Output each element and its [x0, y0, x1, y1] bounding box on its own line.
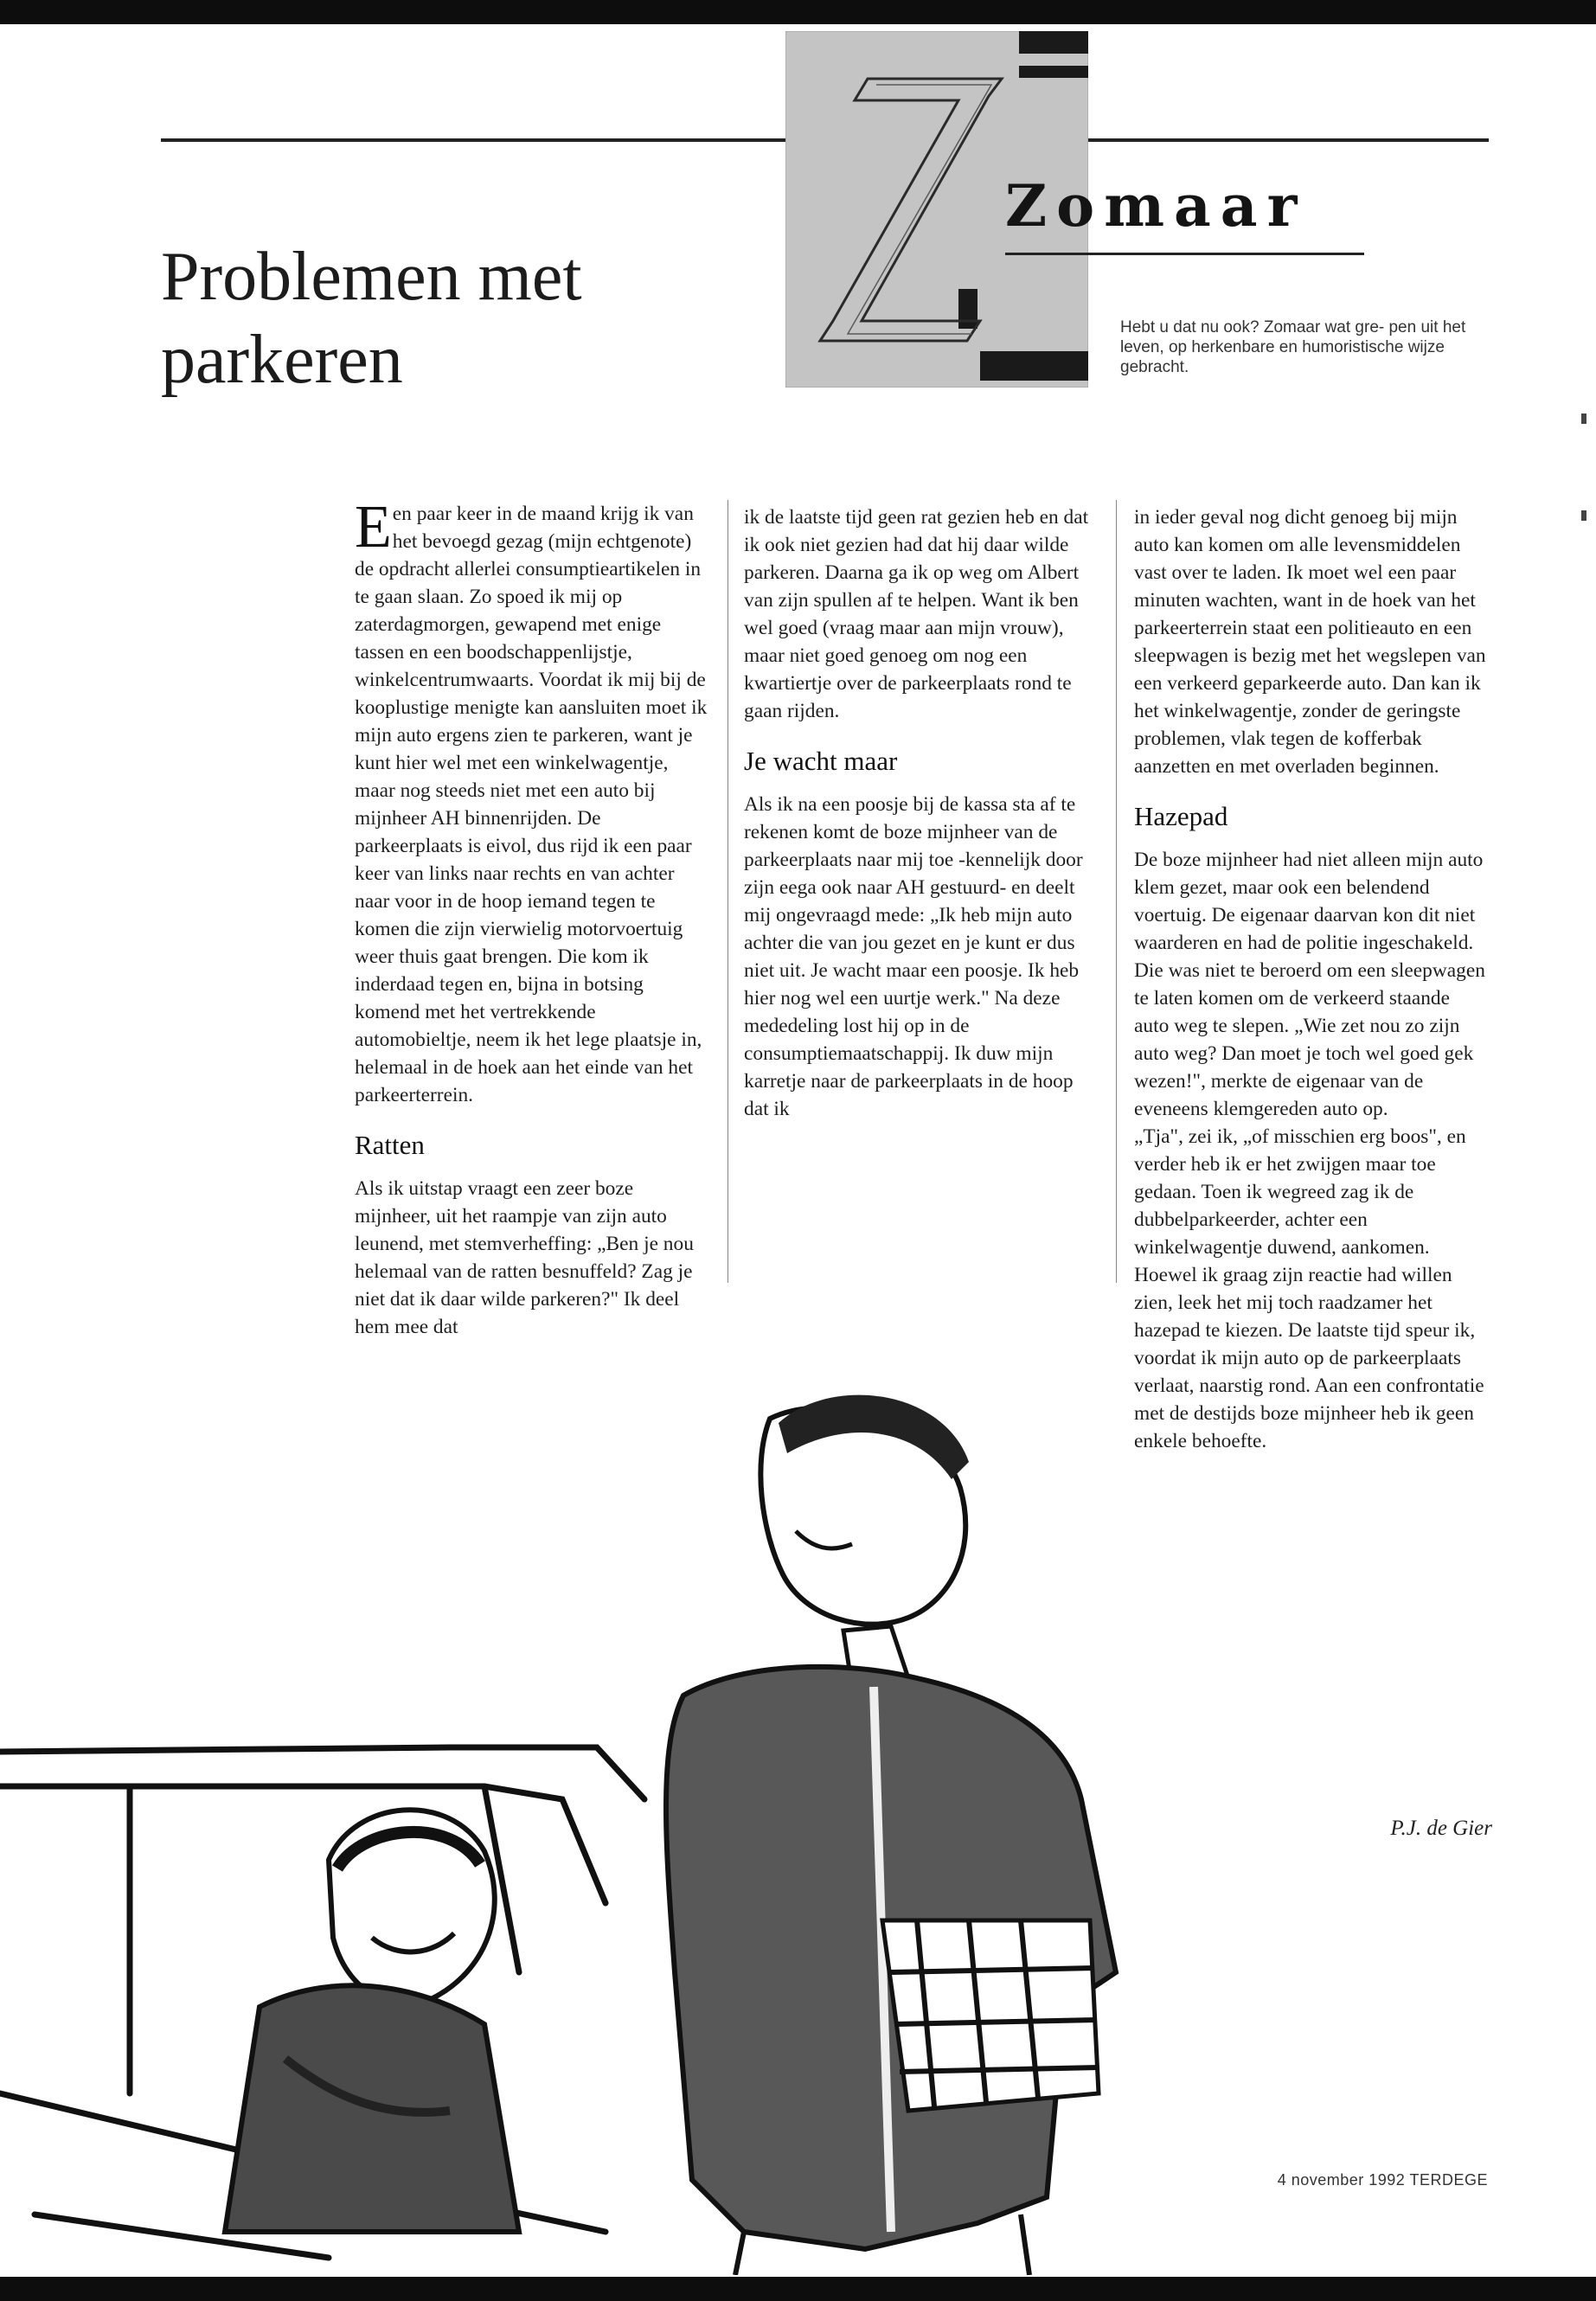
article-column-1	[355, 494, 709, 1341]
article-column-2	[744, 503, 1099, 1123]
paragraph: Als ik uitstap vraagt een zeer boze mijnheer, uit het raampje van zijn auto leunend, met stemverheffing: „Ben je nou helemaal van de ratten besnuffeld? Zag je niet dat ik daar wilde parkeren?" Ik deel hem mee dat	[355, 1177, 694, 1338]
page-footer: 4 november 1992 TERDEGE	[1277, 2171, 1488, 2189]
bottom-frame-bar	[0, 2277, 1596, 2301]
top-frame-bar	[0, 0, 1596, 24]
paragraph: ik de laatste tijd geen rat gezien heb en dat ik ook niet gezien had dat hij daar wilde parkeren. Daarna ga ik op weg om Albert van zijn spullen af te helpen. Want ik ben wel goed (vraag maar aan mijn vrouw), maar niet goed genoeg om nog een kwartiertje over de parkeerplaats rond te gaan rijden.	[744, 506, 1089, 722]
headline-line-1: Problemen met	[161, 239, 582, 315]
subheading-hazepad: Hazepad	[1134, 801, 1228, 831]
driver-illustration	[225, 1810, 519, 2232]
article-headline	[161, 235, 697, 401]
paragraph: Als ik na een poosje bij de kassa sta af te rekenen komt de boze mijnheer van de parkeerplaats naar mij toe -kennelijk door zijn eega ook naar AH gestuurd- en deelt mij ongevraagd mede: „Ik heb mijn auto achter die van jou gezet en je kunt er dus niet uit. Je wacht maar een poosje. Ik heb hier nog wel een uurtje werk." Na deze mededeling lost hij op in de consumptiemaatschappij. Ik duw mijn karretje naar de parkeerplaats in de hoop dat ik	[744, 793, 1083, 1120]
scan-edge-mark	[1581, 413, 1586, 424]
subheading-ratten: Ratten	[355, 1130, 425, 1160]
illustration	[0, 1315, 1280, 2275]
subheading-je-wacht-maar: Je wacht maar	[744, 746, 898, 776]
section-name: Zomaar	[1005, 172, 1307, 240]
paragraph	[355, 494, 709, 1109]
column-divider-1	[727, 500, 728, 1283]
author-signature: P.J. de Gier	[1390, 1817, 1492, 1840]
man-illustration	[666, 1395, 1116, 2275]
paragraph-text: en paar keer in de maand krijg ik van het bevoegd gezag (mijn echtgenote) de opdracht allerlei consumptieartikelen in te gaan slaan. Zo spoed ik mij op zaterdagmorgen, gewapend met enige tassen en een boodschappenlijstje, winkelcentrumwaarts. Voordat ik mij bij de kooplustige menigte kan aansluiten moet ik mijn auto ergens zien te parkeren, want je kunt hier wel met een winkelwagentje, maar nog steeds niet met een auto bij mijnheer AH binnenrijden. De parkeerplaats is eivol, dus rijd ik een paar keer van links naar rechts en van achter naar voor in de hoop iemand tegen te komen die zijn vierwielig motorvoertuig weer thuis gaat brengen. Die kom ik inderdaad tegen en, bijna in botsing komend met het vertrekkende automobieltje, neem ik het lege plaatsje in, helemaal in de hoek aan het einde van het parkeerterrein.	[355, 503, 708, 1106]
section-intro: Hebt u dat nu ook? Zomaar wat gre- pen uit het leven, op herkenbare en humoristische wijze gebracht.	[1120, 318, 1466, 376]
paragraph: De boze mijnheer had niet alleen mijn auto klem gezet, maar ook een belendend voertuig. De eigenaar daarvan kon dit niet waarderen en had de politie ingeschakeld.	[1134, 849, 1484, 954]
article-column-3	[1134, 503, 1489, 1455]
drop-cap: E	[355, 494, 392, 561]
section-rule	[1005, 253, 1364, 255]
paragraph: Die was niet te beroerd om een sleepwagen te laten komen om de verkeerd staande auto weg te slepen. „Wie zet nou zo zijn auto weg? Dan moet je toch wel goed gek wezen!", merkte de eigenaar van de eveneens klemgereden auto op.	[1134, 959, 1485, 1120]
paragraph: in ieder geval nog dicht genoeg bij mijn auto kan komen om alle levensmiddelen vast over te laden. Ik moet wel een paar minuten wachten, want in de hoek van het parkeerterrein staat een politieauto en een sleepwagen is bezig met het wegslepen van een verkeerd geparkeerde auto. Dan kan ik het winkelwagentje, zonder de geringste problemen, vlak tegen de kofferbak aanzetten en met overladen beginnen.	[1134, 506, 1486, 778]
scan-edge-mark	[1581, 510, 1586, 521]
paragraph: „Tja", zei ik, „of misschien erg boos", en verder heb ik er het zwijgen maar toe gedaan. Toen ik wegreed zag ik de dubbelparkeerder, achter een winkelwagentje duwend, aankomen. Hoewel ik graag zijn reactie had willen zien, leek het mij toch raadzamer het hazepad te kiezen. De laatste tijd speur ik, voordat ik mijn auto op de parkeerplaats verlaat, naarstig rond. Aan een confrontatie met de destijds boze mijnheer heb ik geen enkele behoefte.	[1134, 1125, 1484, 1452]
headline-line-2: parkeren	[161, 322, 403, 398]
column-divider-2	[1116, 500, 1117, 1283]
